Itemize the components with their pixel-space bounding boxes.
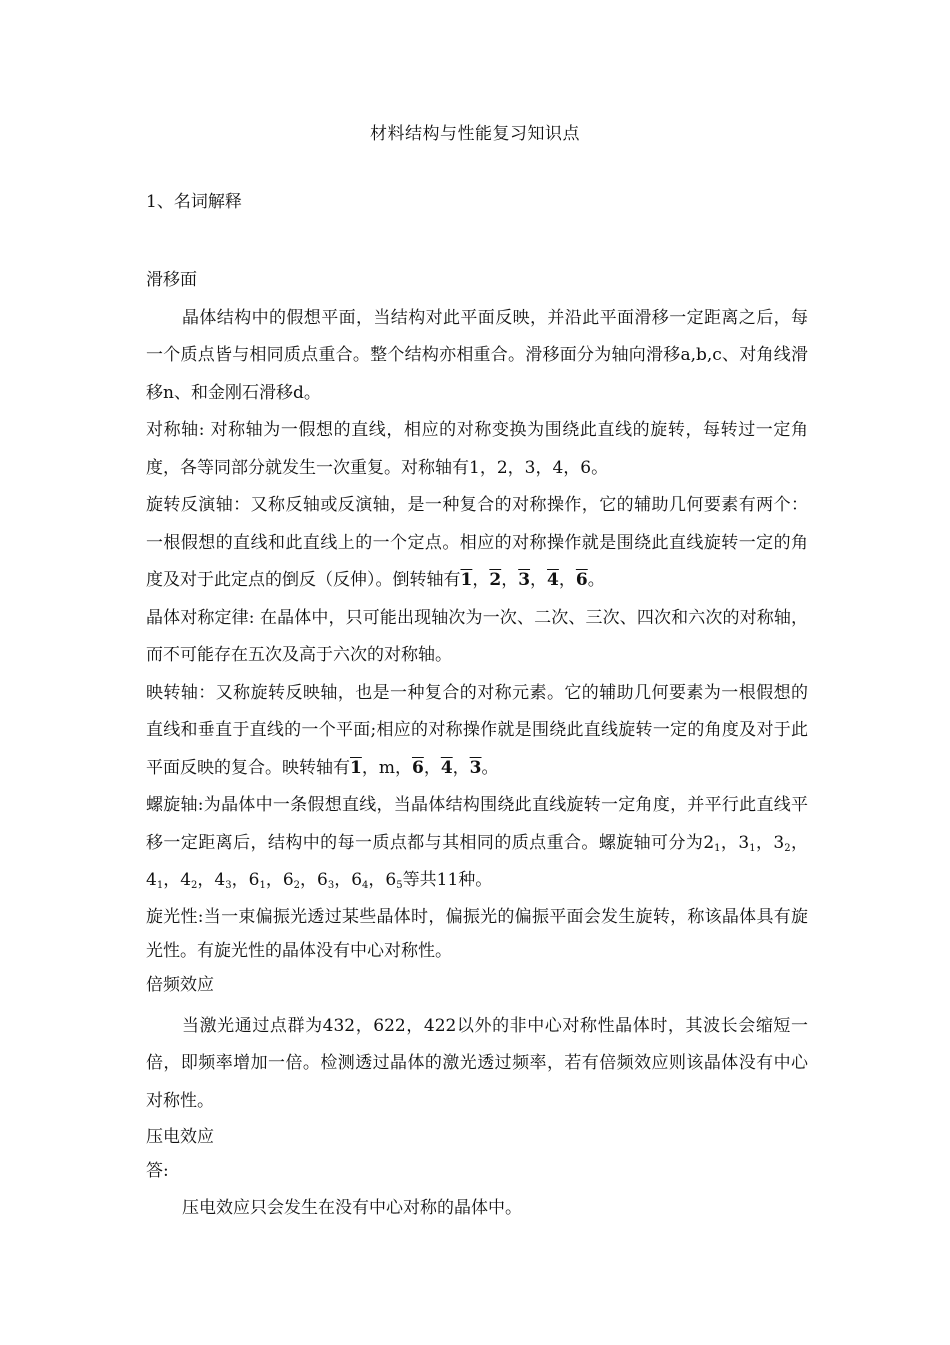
screw-axis-subscript: 1	[259, 880, 266, 891]
screw-axis-item: $6_4$	[351, 870, 369, 891]
screw-axis-item: $6_5$	[385, 870, 403, 891]
screw-axis-subscript: 1	[749, 842, 756, 854]
section-heading: 1、名词解释	[146, 192, 242, 212]
screw-axis-end: 等共11种。	[402, 870, 493, 890]
screw-axis-subscript: 5	[396, 880, 403, 891]
screw-axis-subscript: 2	[191, 880, 198, 891]
inversion-axis-6: 6	[575, 570, 588, 590]
inversion-axis-3: 3	[518, 570, 531, 590]
rotoreflection-text: 映转轴：又称旋转反映轴，也是一种复合的对称元素。它的辅助几何要素为一根假想的直线和垂直于直线的一个平面;相应的对称操作就是围绕此直线旋转一定的角度及对于此平面反映的复合。映转轴有	[146, 682, 808, 778]
screw-axis-item: $6_2$	[282, 870, 301, 891]
definition-crystal-symmetry-law: 晶体对称定律: 在晶体中，只可能出现轴次为一次、二次、三次、四次和六次的对称轴，而不可能存在五次及高于六次的对称轴。	[146, 607, 808, 665]
answer-label: 答:	[146, 1161, 169, 1181]
definition-rotoreflection-axis: 映转轴：又称旋转反映轴，也是一种复合的对称元素。它的辅助几何要素为一根假想的直线和垂直于直线的一个平面;相应的对称操作就是围绕此直线旋转一定的角度及对于此平面反映的复合。映转轴有1，m，6，4，3。	[146, 682, 808, 778]
term-glide-plane: 滑移面	[146, 270, 197, 290]
rotoinversion-text: 旋转反演轴：又称反轴或反演轴，是一种复合的对称操作，它的辅助几何要素有两个：一根假想的直线和此直线上的一个定点。相应的对称操作就是围绕此直线旋转一定的角度及对于此定点的倒反（反伸）。倒转轴有	[146, 495, 808, 590]
definition-symmetry-axis: 对称轴: 对称轴为一假想的直线，相应的对称变换为围绕此直线的旋转，每转过一定角度，各等同部分就发生一次重复。对称轴有1，2，3，4，6。	[146, 420, 808, 478]
reflection-axis-m: m	[378, 757, 395, 778]
screw-axis-subscript: 4	[362, 880, 369, 891]
document-title: 材料结构与性能复习知识点	[370, 124, 580, 144]
screw-axis-subscript: 1	[156, 880, 164, 891]
definition-glide-plane: 晶体结构中的假想平面，当结构对此平面反映，并沿此平面滑移一定距离之后，每一个质点皆与相同质点重合。整个结构亦相重合。滑移面分为轴向滑移a,b,c、对角线滑移n、和金刚石滑移d。	[146, 307, 808, 403]
definition-screw-axis	[146, 787, 808, 900]
definition-optical-activity: 旋光性:当一束偏振光透过某些晶体时，偏振光的偏振平面会发生旋转，称该晶体具有旋光性。有旋光性的晶体没有中心对称性。	[146, 906, 808, 961]
reflection-axis-1: 1	[350, 757, 362, 778]
rotoinversion-end: 。	[587, 570, 605, 590]
inversion-axis-4: 4	[547, 570, 559, 590]
screw-axis-item: $4_3$	[214, 870, 232, 891]
term-piezoelectric: 压电效应	[146, 1127, 214, 1147]
screw-axis-item: $3_2$	[773, 832, 791, 854]
screw-axis-item: $3_1$	[738, 832, 756, 854]
reflection-axis-3: 3	[469, 757, 482, 778]
screw-axis-subscript: 3	[225, 880, 232, 891]
answer-piezoelectric: 压电效应只会发生在没有中心对称的晶体中。	[182, 1198, 522, 1218]
rotoreflection-end: 。	[481, 757, 499, 778]
screw-axis-subscript: 1	[714, 842, 721, 854]
screw-axis-list: $2_1$，$3_1$，$3_2$，$4_1$，$4_2$，$4_3$，$6_1$，$6_2$，$6_3$，$6_4$，$6_5$	[146, 832, 809, 891]
screw-axis-item: $6_3$	[317, 870, 335, 891]
screw-axis-text: 螺旋轴:为晶体中一条假想直线，当晶体结构围绕此直线旋转一定角度，并平行此直线平移一定距离后，结构中的每一质点都与其相同的质点重合。螺旋轴可分为	[146, 795, 808, 853]
screw-axis-item: $2_1$	[703, 832, 721, 854]
document-body	[146, 262, 808, 1228]
inversion-axis-1: 1	[460, 570, 473, 590]
screw-axis-item: $4_1$	[146, 870, 164, 891]
term-frequency-doubling: 倍频效应	[146, 974, 214, 995]
screw-axis-subscript: 3	[327, 880, 335, 891]
reflection-axis-4: 4	[440, 757, 453, 778]
screw-axis-subscript: 2	[784, 842, 791, 854]
screw-axis-item: $4_2$	[180, 870, 198, 891]
screw-axis-subscript: 2	[293, 880, 301, 891]
screw-axis-item: $6_1$	[248, 870, 266, 891]
inversion-axis-2: 2	[489, 570, 502, 590]
reflection-axis-6: 6	[411, 757, 424, 778]
definition-frequency-doubling: 当激光通过点群为432，622，422以外的非中心对称性晶体时，其波长会缩短一倍，即频率增加一倍。检测透过晶体的激光透过频率，若有倍频效应则该晶体没有中心对称性。	[146, 1015, 808, 1111]
definition-rotoinversion-axis: 旋转反演轴：又称反轴或反演轴，是一种复合的对称操作，它的辅助几何要素有两个：一根假想的直线和此直线上的一个定点。相应的对称操作就是围绕此直线旋转一定的角度及对于此定点的倒反（反伸）。倒转轴有1，2，3，4，6。	[146, 495, 808, 590]
